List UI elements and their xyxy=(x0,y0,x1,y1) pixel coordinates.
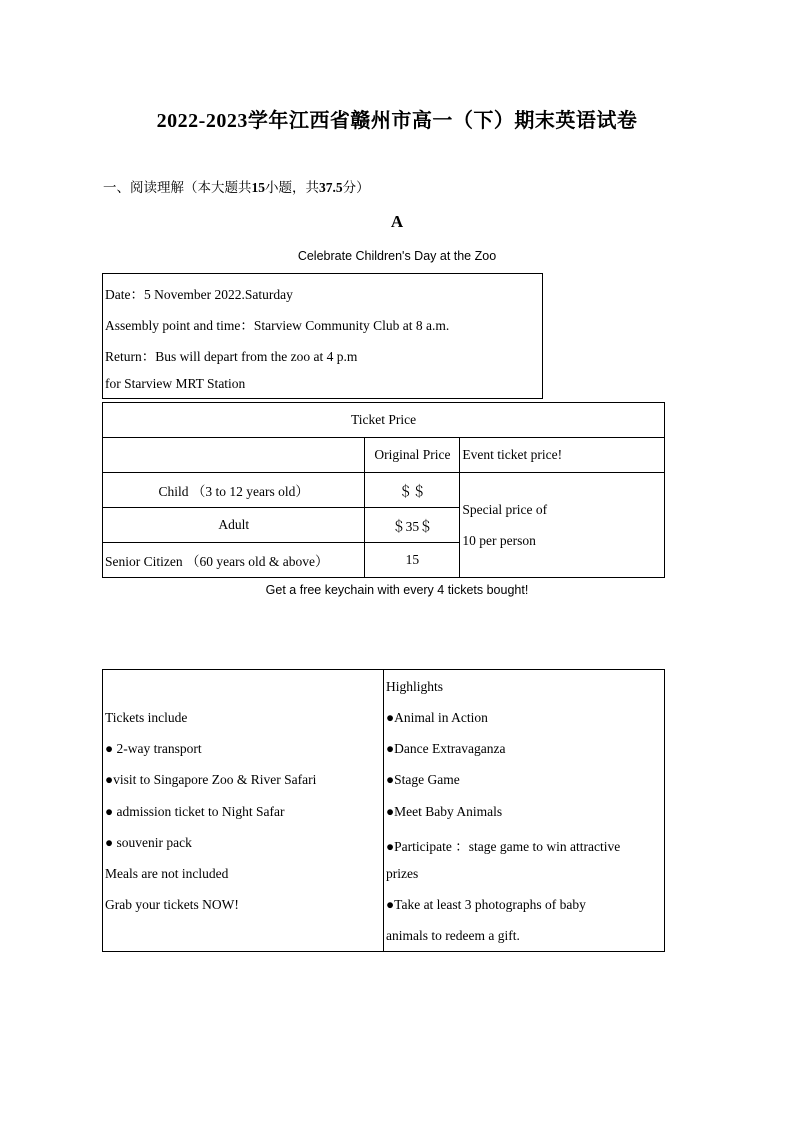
keychain-note: Get a free keychain with every 4 tickets bought! xyxy=(265,583,529,597)
list-item: animals to redeem a gift. xyxy=(386,928,520,943)
special-price-cell xyxy=(460,473,665,578)
part-letter: A xyxy=(390,212,404,231)
section-heading xyxy=(103,176,370,196)
table-row xyxy=(103,438,665,473)
list-item: prizes xyxy=(386,866,419,881)
special-price-line-1: Special price of xyxy=(462,502,548,517)
section-middle: 小题，共 xyxy=(265,180,319,195)
list-item: ●Take at least 3 photographs of baby xyxy=(386,897,586,912)
row-label-senior: Senior Citizen （60 years old & above） xyxy=(103,543,365,578)
info-assembly: Assembly point and time：Starview Community Club at 8 a.m. xyxy=(105,318,450,333)
meals-note: Meals are not included xyxy=(105,866,229,881)
info-date: Date：5 November 2022.Saturday xyxy=(105,287,293,302)
row-label-child: Child （3 to 12 years old） xyxy=(103,473,365,508)
info-station: for Starview MRT Station xyxy=(105,376,246,391)
question-count: 15 xyxy=(251,180,265,195)
price-child: ＄＄ xyxy=(365,473,460,508)
list-item: ●Meet Baby Animals xyxy=(386,804,503,819)
list-item: ●visit to Singapore Zoo & River Safari xyxy=(105,772,317,787)
grab-tickets-note: Grab your tickets NOW! xyxy=(105,897,239,912)
list-item: ●Animal in Action xyxy=(386,710,488,725)
list-item: ●Participate ：stage game to win attractive xyxy=(386,839,621,854)
passage-subtitle: Celebrate Children's Day at the Zoo xyxy=(297,249,497,263)
tickets-include-heading: Tickets include xyxy=(105,710,188,725)
highlights-heading: Highlights xyxy=(386,679,444,694)
total-score: 37.5 xyxy=(319,180,343,195)
list-item: ● souvenir pack xyxy=(105,835,192,850)
tickets-highlights-table xyxy=(102,669,665,952)
section-suffix: 分） xyxy=(342,180,370,195)
column-divider xyxy=(383,670,384,951)
list-item: ●Stage Game xyxy=(386,772,460,787)
section-prefix: 一、阅读理解（本大题共 xyxy=(103,180,252,195)
row-label-adult: Adult xyxy=(103,508,365,543)
list-item: ●Dance Extravaganza xyxy=(386,741,506,756)
price-senior: 15 xyxy=(365,543,460,578)
special-price-line-2: 10 per person xyxy=(462,533,536,548)
ticket-price-table xyxy=(102,402,665,578)
list-item: ● 2-way transport xyxy=(105,741,202,756)
table-row xyxy=(103,473,665,508)
table-row xyxy=(103,403,665,438)
original-price-header: Original Price xyxy=(365,438,460,473)
event-info-box xyxy=(102,273,543,399)
info-return: Return：Bus will depart from the zoo at 4 p.m xyxy=(105,349,358,364)
event-price-header: Event ticket price! xyxy=(460,438,665,473)
page-title: 2022-2023学年江西省赣州市高一（下）期末英语试卷 xyxy=(156,110,638,132)
price-adult: ＄35＄ xyxy=(365,508,460,543)
empty-cell xyxy=(103,438,365,473)
list-item: ● admission ticket to Night Safar xyxy=(105,804,285,819)
ticket-price-heading: Ticket Price xyxy=(103,403,665,438)
